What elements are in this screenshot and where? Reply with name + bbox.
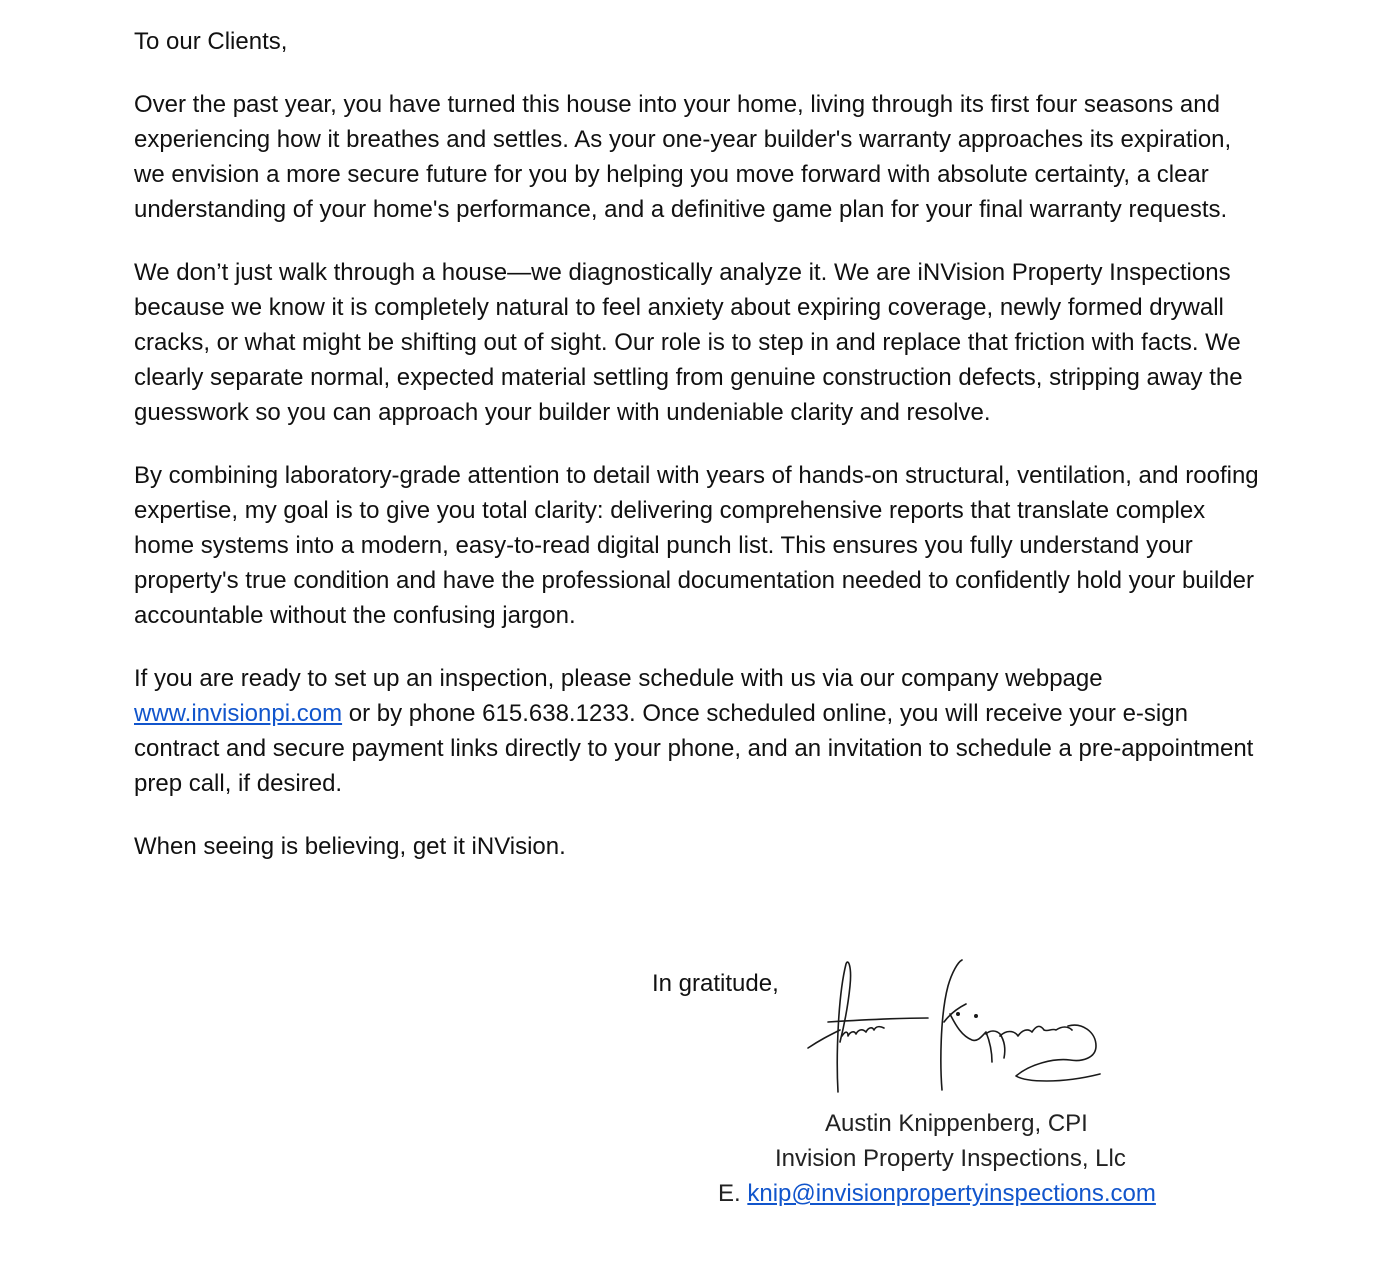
- signer-company: Invision Property Inspections, Llc: [775, 1145, 1126, 1172]
- paragraph-expertise: By combining laboratory-grade attention to detail with years of hands-on structural, ventilation, and roofing expertise, my goal is to give you total clarity: delivering comprehensive reports that translate complex home systems into a modern, easy-to-read digital punch list. This ensures you fully understand your property's true condition and have the professional documentation needed to confidently hold your builder accountable without the confusing jargon.: [134, 462, 1259, 629]
- scheduling-text-after: or by phone 615.638.1233. Once scheduled online, you will receive your e-sign contract and secure payment links directly to your phone, and an invitation to schedule a pre-appointment prep call, if desired.: [134, 700, 1254, 797]
- scheduling-text-before: If you are ready to set up an inspection, please schedule with us via our company webpage: [134, 665, 1103, 692]
- paragraph-analysis: We don’t just walk through a house—we diagnostically analyze it. We are iNVision Property Inspections because we know it is completely natural to feel anxiety about expiring coverage, newly formed drywall cracks, or what might be shifting out of sight. Our role is to step in and replace that friction with facts. We clearly separate normal, expected material settling from genuine construction defects, stripping away the guesswork so you can approach your builder with undeniable clarity and resolve.: [134, 259, 1243, 426]
- email-prefix: E.: [718, 1180, 748, 1207]
- signer-name: Austin Knippenberg, CPI: [825, 1110, 1088, 1137]
- signer-email-line: [718, 1176, 1156, 1211]
- handwritten-signature: [800, 956, 1110, 1096]
- closing: In gratitude,: [652, 970, 779, 997]
- email-link[interactable]: knip@invisionpropertyinspections.com: [747, 1180, 1156, 1207]
- paragraph-warranty: Over the past year, you have turned this house into your home, living through its first four seasons and experiencing how it breathes and settles. As your one-year builder's warranty approaches its expiration, we envision a more secure future for you by helping you move forward with absolute certainty, a clear understanding of your home's performance, and a definitive game plan for your final warranty requests.: [134, 91, 1232, 223]
- paragraph-scheduling: [134, 661, 1264, 801]
- website-link[interactable]: www.invisionpi.com: [134, 700, 343, 727]
- letter-body: [134, 24, 1264, 892]
- greeting: To our Clients,: [134, 28, 288, 55]
- tagline: When seeing is believing, get it iNVision.: [134, 833, 566, 860]
